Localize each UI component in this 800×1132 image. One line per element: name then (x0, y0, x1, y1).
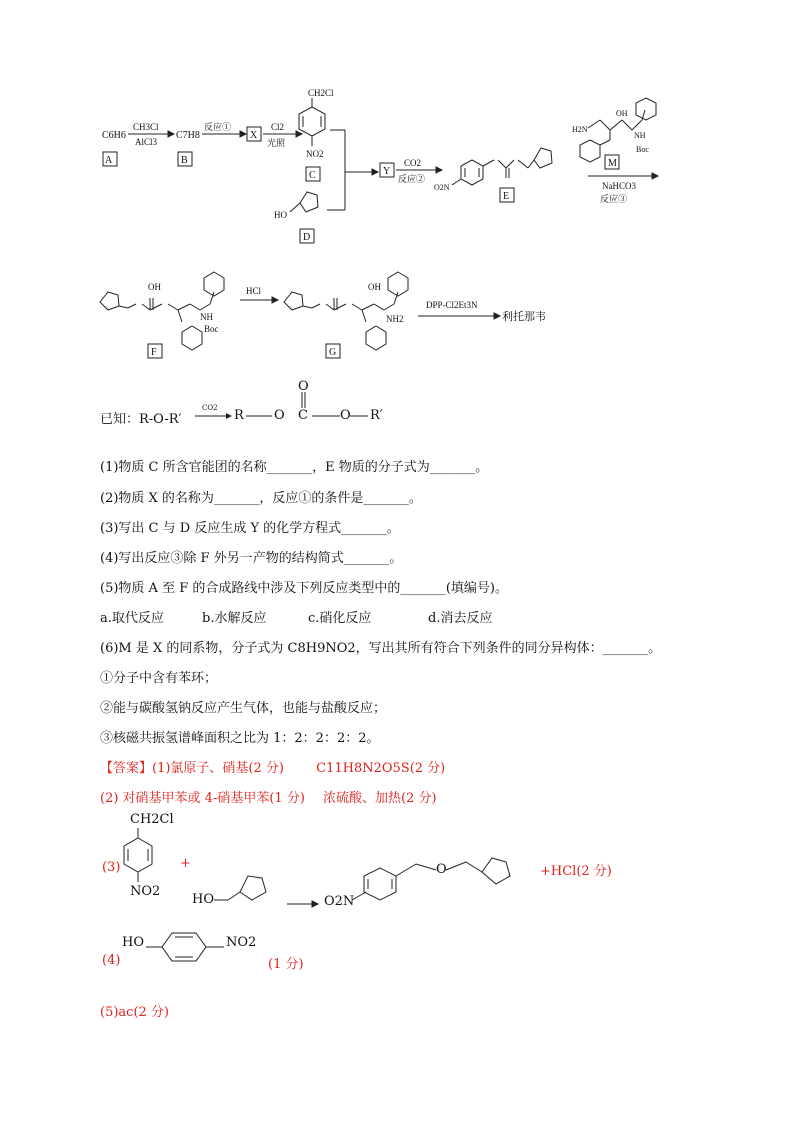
product-ritonavir: 利托那韦 (502, 311, 546, 323)
answer-3-ho: HO (192, 892, 214, 907)
condition-light: 光照 (267, 138, 286, 148)
answer-3-o2n: O2N (324, 894, 355, 909)
compound-f-label: F (151, 347, 157, 358)
answer-heading: 【答案】 (100, 761, 153, 776)
compound-a-label: A (105, 155, 113, 166)
reagent-ch3cl: CH3Cl (133, 122, 159, 132)
reaction-2-label: 反应② (398, 174, 426, 184)
answer-2-text: (2) 对硝基甲苯或 4-硝基甲苯(1 分) (100, 791, 305, 806)
synthesis-scheme-bottom (0, 260, 800, 370)
option-a: a.取代反应 (100, 611, 164, 626)
answer-3-ether-o: O (436, 862, 447, 877)
known-c: C (298, 408, 308, 423)
option-d: d.消去反应 (428, 611, 493, 626)
known-o2: O (340, 408, 351, 423)
reagent-hcl: HCl (246, 286, 262, 296)
d-ho-group: HO (274, 210, 287, 220)
m-boc-group: Boc (636, 145, 649, 154)
answer-3 (100, 812, 620, 920)
answer-3-number: (3) (102, 860, 121, 875)
question-2: (2)物质 X 的名称为_______，反应①的条件是_______。 (100, 491, 422, 506)
answer-4-number: (4) (102, 953, 121, 968)
known-co2: CO2 (202, 404, 218, 412)
question-6: (6)M 是 X 的同系物，分子式为 C8H9NO2，写出其所有符合下列条件的同分异构体：_______。 (100, 641, 662, 656)
answer-2 (100, 791, 437, 807)
compound-y-label: Y (383, 166, 391, 177)
question-5: (5)物质 A 至 F 的合成路线中涉及下列反应类型中的_______(填编号)。 (100, 581, 508, 596)
f-boc-group: Boc (204, 324, 219, 334)
compound-a-formula: C6H6 (102, 130, 126, 141)
known-reaction (100, 376, 430, 436)
answer-1 (100, 761, 445, 777)
c-no2-group: NO2 (306, 149, 324, 159)
reaction-3-label: 反应③ (600, 194, 628, 204)
answer-3-hcl: +HCl(2 分) (540, 864, 612, 879)
known-prefix: 已知：R-O-R′ (100, 412, 182, 427)
compound-e-label: E (503, 191, 510, 202)
condition-2: ②能与碳酸氢钠反应产生气体，也能与盐酸反应； (100, 701, 387, 716)
e-o2n-group: O2N (434, 183, 450, 192)
g-oh-group: OH (368, 282, 381, 292)
condition-3: ③核磁共振氢谱峰面积之比为 1：2：2：2：2。 (100, 731, 380, 746)
m-nh-group: NH (634, 131, 646, 140)
reaction-1-label: 反应① (204, 122, 232, 132)
condition-1: ①分子中含有苯环； (100, 671, 218, 686)
question-4: (4)写出反应③除 F 外另一产物的结构简式_______。 (100, 551, 403, 566)
m-oh-group: OH (616, 109, 628, 118)
compound-b-formula: C7H8 (176, 130, 200, 141)
known-r2: R′ (370, 408, 383, 423)
reagent-cl2: Cl2 (271, 122, 285, 132)
question-1: (1)物质 C 所含官能团的名称_______，E 物质的分子式为_______。 (100, 460, 489, 475)
compound-b-label: B (181, 155, 188, 166)
option-b: b.水解反应 (202, 611, 267, 626)
reagent-nahco3: NaHCO3 (602, 181, 636, 191)
answer-3-plus: + (180, 856, 191, 871)
known-o-top: O (298, 379, 309, 394)
compound-x-label: X (250, 130, 258, 141)
compound-d-label: D (303, 232, 311, 243)
question-5-options (100, 611, 492, 627)
compound-g-label: G (329, 347, 337, 358)
c-ch2cl-group: CH2Cl (308, 88, 334, 98)
answer-3-no2: NO2 (130, 884, 161, 899)
question-3: (3)写出 C 与 D 反应生成 Y 的化学方程式_______。 (100, 521, 400, 536)
answer-5: (5)ac(2 分) (100, 1005, 169, 1020)
answer-4-ho: HO (122, 935, 144, 950)
known-r1: R (234, 408, 244, 423)
reagent-co2: CO2 (404, 158, 422, 168)
answer-4-no2: NO2 (226, 935, 257, 950)
known-o1: O (274, 408, 285, 423)
option-c: c.硝化反应 (308, 611, 372, 626)
compound-c-label: C (309, 170, 316, 181)
answer-4-score: (1 分) (268, 957, 304, 972)
compound-m-label: M (608, 158, 617, 169)
answer-2-condition: 浓硫酸、加热(2 分) (323, 791, 437, 806)
f-nh-group: NH (200, 312, 213, 322)
synthesis-scheme-top (0, 0, 800, 250)
reagent-alcl3: AlCl3 (135, 137, 158, 147)
reagent-dpp: DPP-Cl2Et3N (426, 300, 478, 310)
answer-3-ch2cl: CH2Cl (130, 812, 174, 827)
answer-4 (100, 925, 360, 975)
g-nh2-group: NH2 (386, 314, 404, 324)
answer-1-formula: C11H8N2O5S(2 分) (316, 761, 446, 776)
answer-1-text: (1)氯原子、硝基(2 分) (152, 761, 284, 776)
m-h2n-group: H2N (572, 125, 588, 134)
f-oh-group: OH (148, 282, 161, 292)
